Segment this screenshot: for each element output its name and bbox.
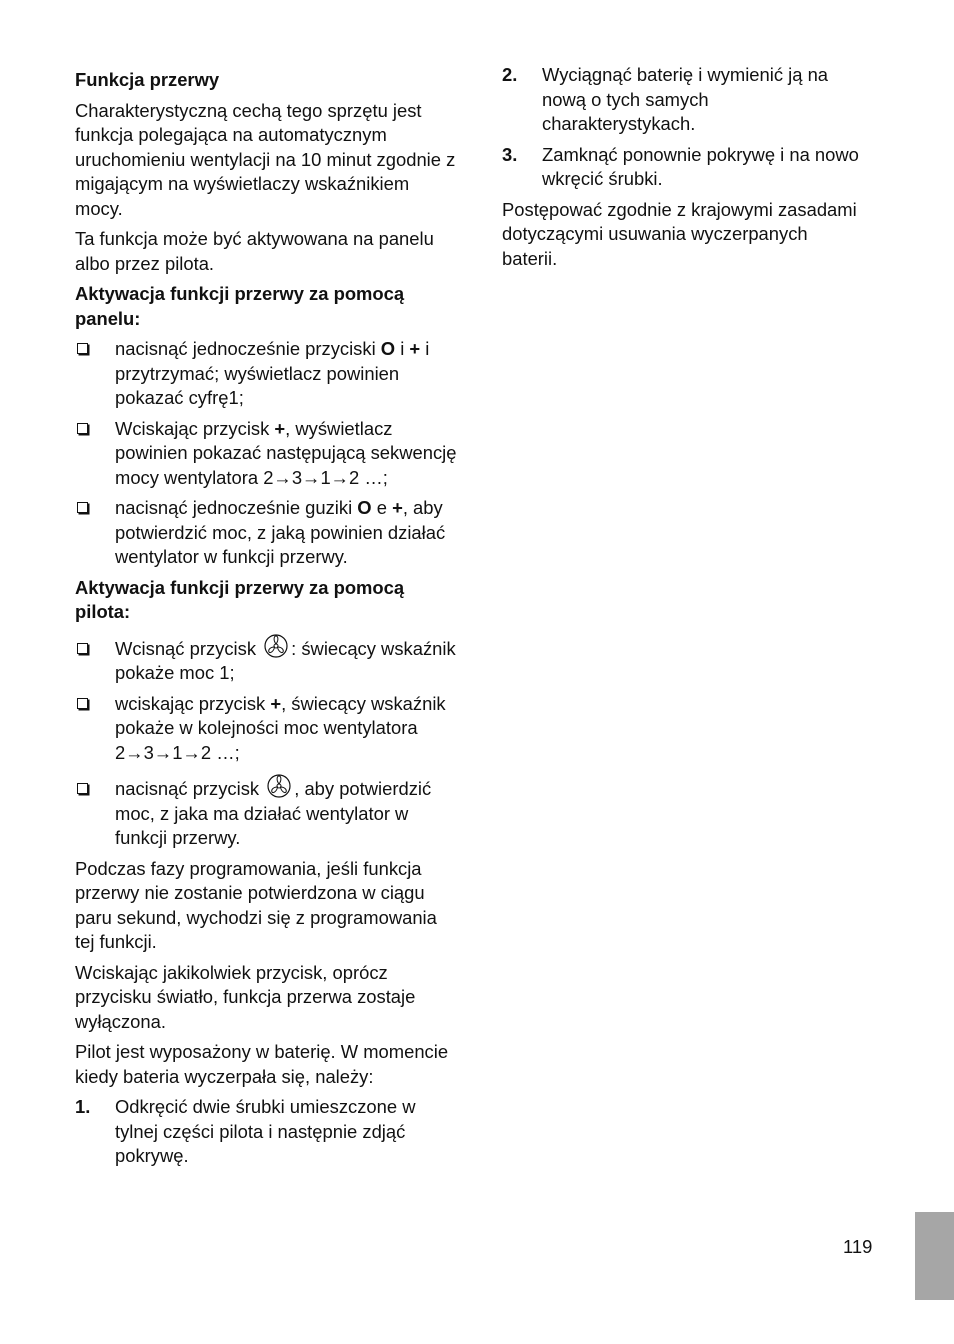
- step-number: 2.: [502, 64, 518, 85]
- paragraph-description: Charakterystyczną cechą tego sprzętu jest funkcja polegająca na automatycznym uruchomieniu wentylacji na 10 minut zgodnie z migającym na wyświetlaczy wskaźnikiem mocy.: [75, 99, 456, 219]
- checkbox-icon: [77, 698, 88, 709]
- heading-break-function: Funkcja przerwy: [75, 69, 220, 90]
- list-item: Wcisnąć przycisk : świecący wskaźnik pokaże moc 1;: [75, 637, 457, 686]
- list-item: nacisnąć przycisk , aby potwierdzić moc, z jaka ma działać wentylator w funkcji przerwy.: [75, 777, 457, 851]
- heading-panel-activation: Aktywacja funkcji przerwy za pomocą panelu:: [75, 283, 405, 329]
- step-number: 3.: [502, 143, 518, 165]
- list-item: nacisnąć jednocześnie przyciski O i + i przytrzymać; wyświetlacz powinien pokazać cyfrę1;: [75, 337, 457, 411]
- step-text: Wyciągnąć baterię i wymienić ją na nową o tych samych charakterystykach.: [542, 64, 829, 134]
- left-column: [75, 68, 457, 1175]
- list-item: Wciskając przycisk +, wyświetlacz powinien pokazać następującą sekwencję mocy wentylatora 2→3→1→2 …;: [75, 417, 457, 491]
- paragraph-programming: Podczas fazy programowania, jeśli funkcja przerwy nie zostanie potwierdzona w ciągu paru sekund, wychodzi się z programowania tej funkcji.: [75, 857, 437, 952]
- side-tab: [915, 1212, 954, 1300]
- checkbox-icon: [77, 423, 88, 434]
- step-number: 1.: [75, 1096, 91, 1117]
- step-text: Odkręcić dwie śrubki umieszczone w tylnej części pilota i następnie zdjąć pokrywę.: [115, 1096, 416, 1166]
- paragraph-battery: Pilot jest wyposażony w baterię. W momencie kiedy bateria wyczerpała się, należy:: [75, 1041, 449, 1087]
- step-item: [502, 63, 862, 137]
- fan-icon: [264, 772, 294, 798]
- step-item: [75, 1095, 457, 1169]
- paragraph-disposal: Postępować zgodnie z krajowymi zasadami dotyczącymi usuwania wyczerpanych baterii.: [502, 198, 857, 269]
- list-item: wciskając przycisk +, świecący wskaźnik pokaże w kolejności moc wentylatora 2→3→1→2 …;: [75, 692, 457, 766]
- checkbox-icon: [77, 343, 88, 354]
- list-item: nacisnąć jednocześnie guziki O e +, aby potwierdzić moc, z jaką powinien działać wentylator w funkcji przerwy.: [75, 496, 457, 570]
- paragraph-deactivation: Wciskając jakikolwiek przycisk, oprócz przycisku światło, funkcja przerwa zostaje wyłączona.: [75, 961, 416, 1032]
- fan-icon: [261, 632, 291, 658]
- right-column: [502, 63, 862, 277]
- paragraph-activation: Ta funkcja może być aktywowana na panelu albo przez pilota.: [75, 228, 434, 274]
- checkbox-icon: [77, 502, 88, 513]
- step-text: Zamknąć ponownie pokrywę i na nowo wkręcić śrubki.: [542, 143, 859, 189]
- page-number: 119: [843, 1236, 873, 1257]
- heading-remote-activation: Aktywacja funkcji przerwy za pomocą pilota:: [75, 576, 405, 622]
- checkbox-icon: [77, 643, 88, 654]
- step-item: [502, 143, 862, 192]
- checkbox-icon: [77, 783, 88, 794]
